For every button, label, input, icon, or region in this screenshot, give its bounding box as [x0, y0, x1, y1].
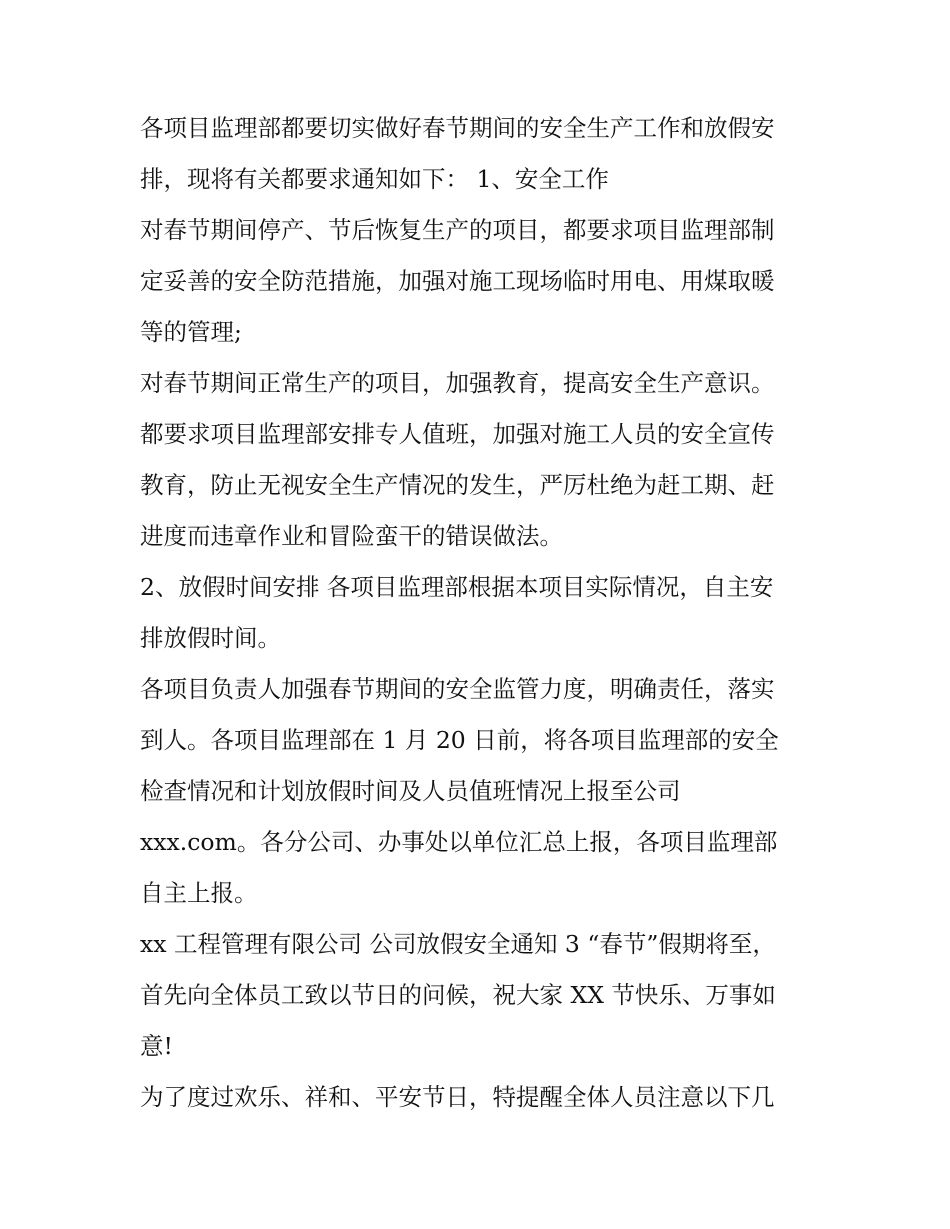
text-line: 各项目监理部都要切实做好春节期间的安全生产工作和放假安: [140, 114, 775, 142]
text-line: 检查情况和计划放假时间及人员值班情况上报至公司: [140, 777, 681, 805]
text-line: 意!: [140, 1032, 173, 1060]
text-line: xx 工程管理有限公司 公司放假安全通知 3 “春节”假期将至，: [140, 930, 776, 958]
document-body: [140, 103, 820, 1123]
text-line: xxx.com。各分公司、办事处以单位汇总上报，各项目监理部: [140, 828, 778, 856]
text-line: 首先向全体员工致以节日的问候，祝大家 XX 节快乐、万事如: [140, 981, 776, 1009]
text-line: 2、放假时间安排 各项目监理部根据本项目实际情况，自主安: [140, 573, 774, 601]
text-line: 排，现将有关都要求通知如下： 1、安全工作: [140, 165, 609, 193]
text-line: 教育，防止无视安全生产情况的发生，严厉杜绝为赶工期、赶: [140, 471, 775, 499]
text-line: 定妥善的安全防范措施，加强对施工现场临时用电、用煤取暖: [140, 267, 775, 295]
text-line: 对春节期间停产、节后恢复生产的项目，都要求项目监理部制: [140, 216, 775, 244]
text-line: 对春节期间正常生产的项目，加强教育，提高安全生产意识。: [140, 369, 775, 397]
text-line: 排放假时间。: [140, 624, 281, 652]
text-line: 为了度过欢乐、祥和、平安节日，特提醒全体人员注意以下几: [140, 1083, 775, 1111]
text-line: 都要求项目监理部安排专人值班，加强对施工人员的安全宣传: [140, 420, 775, 448]
text-line: 到人。各项目监理部在 1 月 20 日前，将各项目监理部的安全: [140, 726, 779, 754]
text-line: 等的管理;: [140, 318, 242, 346]
text-line: 进度而违章作业和冒险蛮干的错误做法。: [140, 522, 563, 550]
text-line: 自主上报。: [140, 879, 258, 907]
text-line: 各项目负责人加强春节期间的安全监管力度，明确责任，落实: [140, 675, 775, 703]
